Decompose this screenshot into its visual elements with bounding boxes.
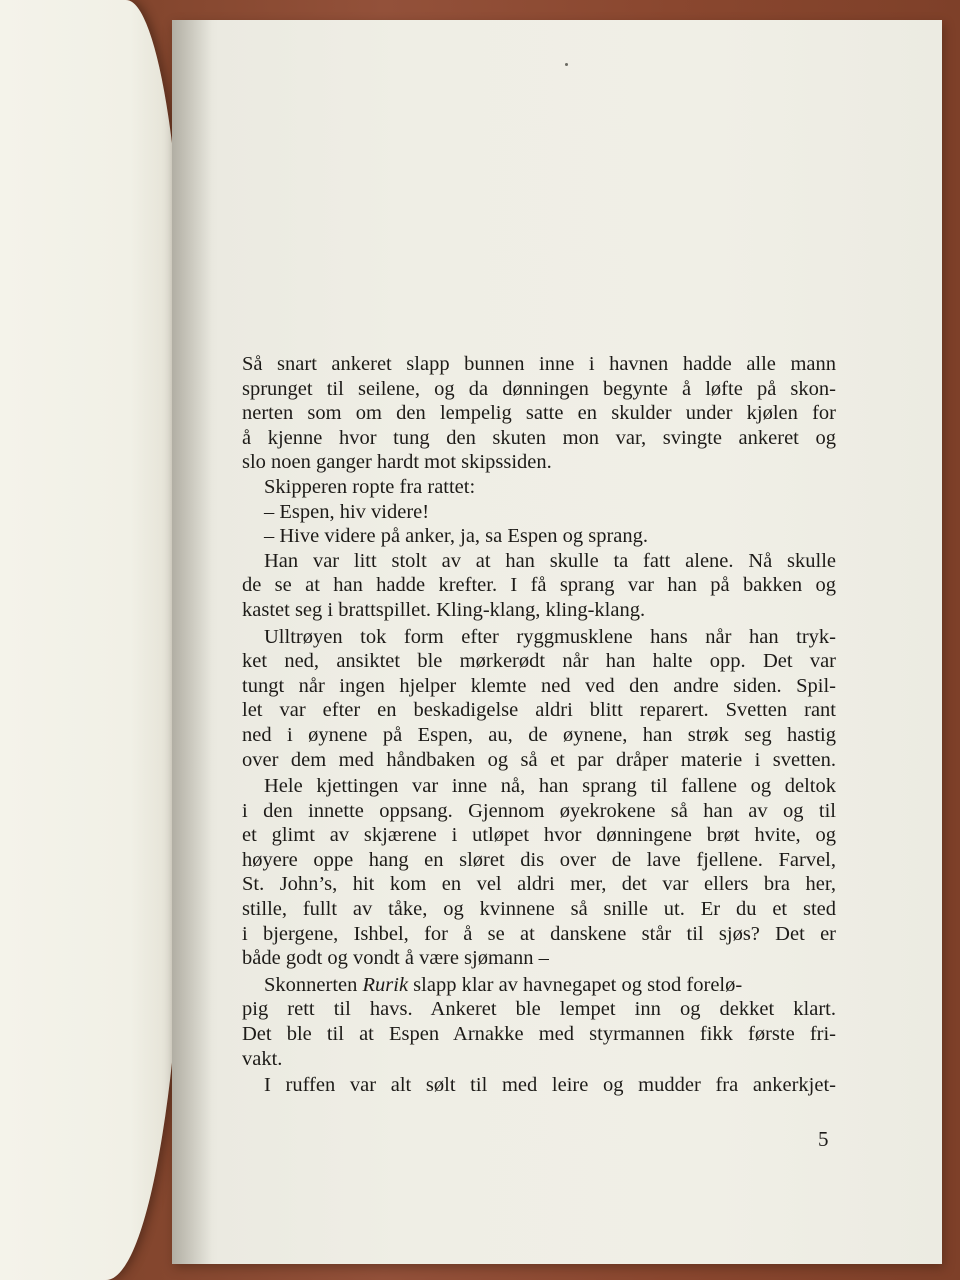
text-line: pig rett til havs. Ankeret ble lempet inn og dekket klart. — [242, 998, 836, 1021]
text-line — [242, 973, 836, 998]
text-line: i bjergene, Ishbel, for å se at danskene står til sjøs? Det er — [242, 922, 836, 945]
text-line: let var efter en beskadigelse aldri blitt reparert. Svetten rant — [242, 699, 836, 722]
left-page — [0, 0, 186, 1280]
text-line: over dem med håndbaken og så et par dråper materie i svetten. — [242, 748, 836, 771]
text-line: ket ned, ansiktet ble mørkerødt når han halte opp. Det var — [242, 650, 836, 673]
body-text — [242, 352, 836, 1098]
text-line: Så snart ankeret slapp bunnen inne i havnen hadde alle mann — [242, 353, 836, 375]
ship-name: Rurik — [362, 973, 409, 996]
page-number: 5 — [818, 1127, 829, 1151]
text-line: – Espen, hiv videre! — [264, 500, 430, 523]
text-line: tungt når ingen hjelper klemte ned ved den andre siden. Spil- — [242, 674, 836, 697]
text-line: de se at han hadde krefter. I få sprang var han på bakken og — [242, 574, 836, 597]
text-line: høyere oppe hang en sløret dis over de lave fjellene. Farvel, — [242, 848, 836, 871]
text-line: både godt og vondt å være sjømann – — [242, 947, 549, 970]
text-line: Ulltrøyen tok form efter ryggmusklene hans når han tryk- — [264, 625, 836, 648]
text-line: ned i øynene på Espen, au, de øynene, han strøk seg hastig — [242, 723, 836, 746]
text-line: stille, fullt av tåke, og kvinnene så snille ut. Er du et sted — [242, 898, 836, 921]
text-segment: slapp klar av havnegapet og stod forelø- — [408, 973, 743, 996]
text-line: – Hive videre på anker, ja, sa Espen og sprang. — [264, 525, 648, 548]
text-line: vakt. — [242, 1047, 283, 1070]
text-line: Hele kjettingen var inne nå, han sprang til fallene og deltok — [264, 775, 836, 798]
text-line: Skipperen ropte fra rattet: — [264, 475, 476, 498]
text-line: et glimt av skjærene i utløpet hvor dønningene brøt hvite, og — [242, 824, 836, 847]
text-line: kastet seg i brattspillet. Kling-klang, kling-klang. — [242, 598, 646, 621]
text-line: St. John’s, hit kom en vel aldri mer, det var ellers bra her, — [242, 873, 836, 896]
text-line: Han var litt stolt av at han skulle ta fatt alene. Nå skulle — [264, 549, 836, 572]
paper-speck — [565, 63, 568, 66]
text-line: slo noen ganger hardt mot skipssiden. — [242, 451, 552, 474]
text-line: å kjenne hvor tung den skuten mon var, svingte ankeret og — [242, 426, 836, 449]
text-segment: Skonnerten — [264, 973, 363, 996]
text-line: sprunget til seilene, og da dønningen begynte å løfte på skon- — [242, 377, 836, 400]
text-line: nerten som om den lempelig satte en skulder under kjølen for — [242, 402, 836, 425]
text-line: Det ble til at Espen Arnakke med styrmannen fikk første fri- — [242, 1023, 836, 1046]
gutter-shadow — [172, 20, 212, 1264]
text-line: I ruffen var alt sølt til med leire og mudder fra ankerkjet- — [264, 1074, 836, 1097]
text-line: i den innette oppsang. Gjennom øyekrokene så han av og til — [242, 799, 836, 822]
